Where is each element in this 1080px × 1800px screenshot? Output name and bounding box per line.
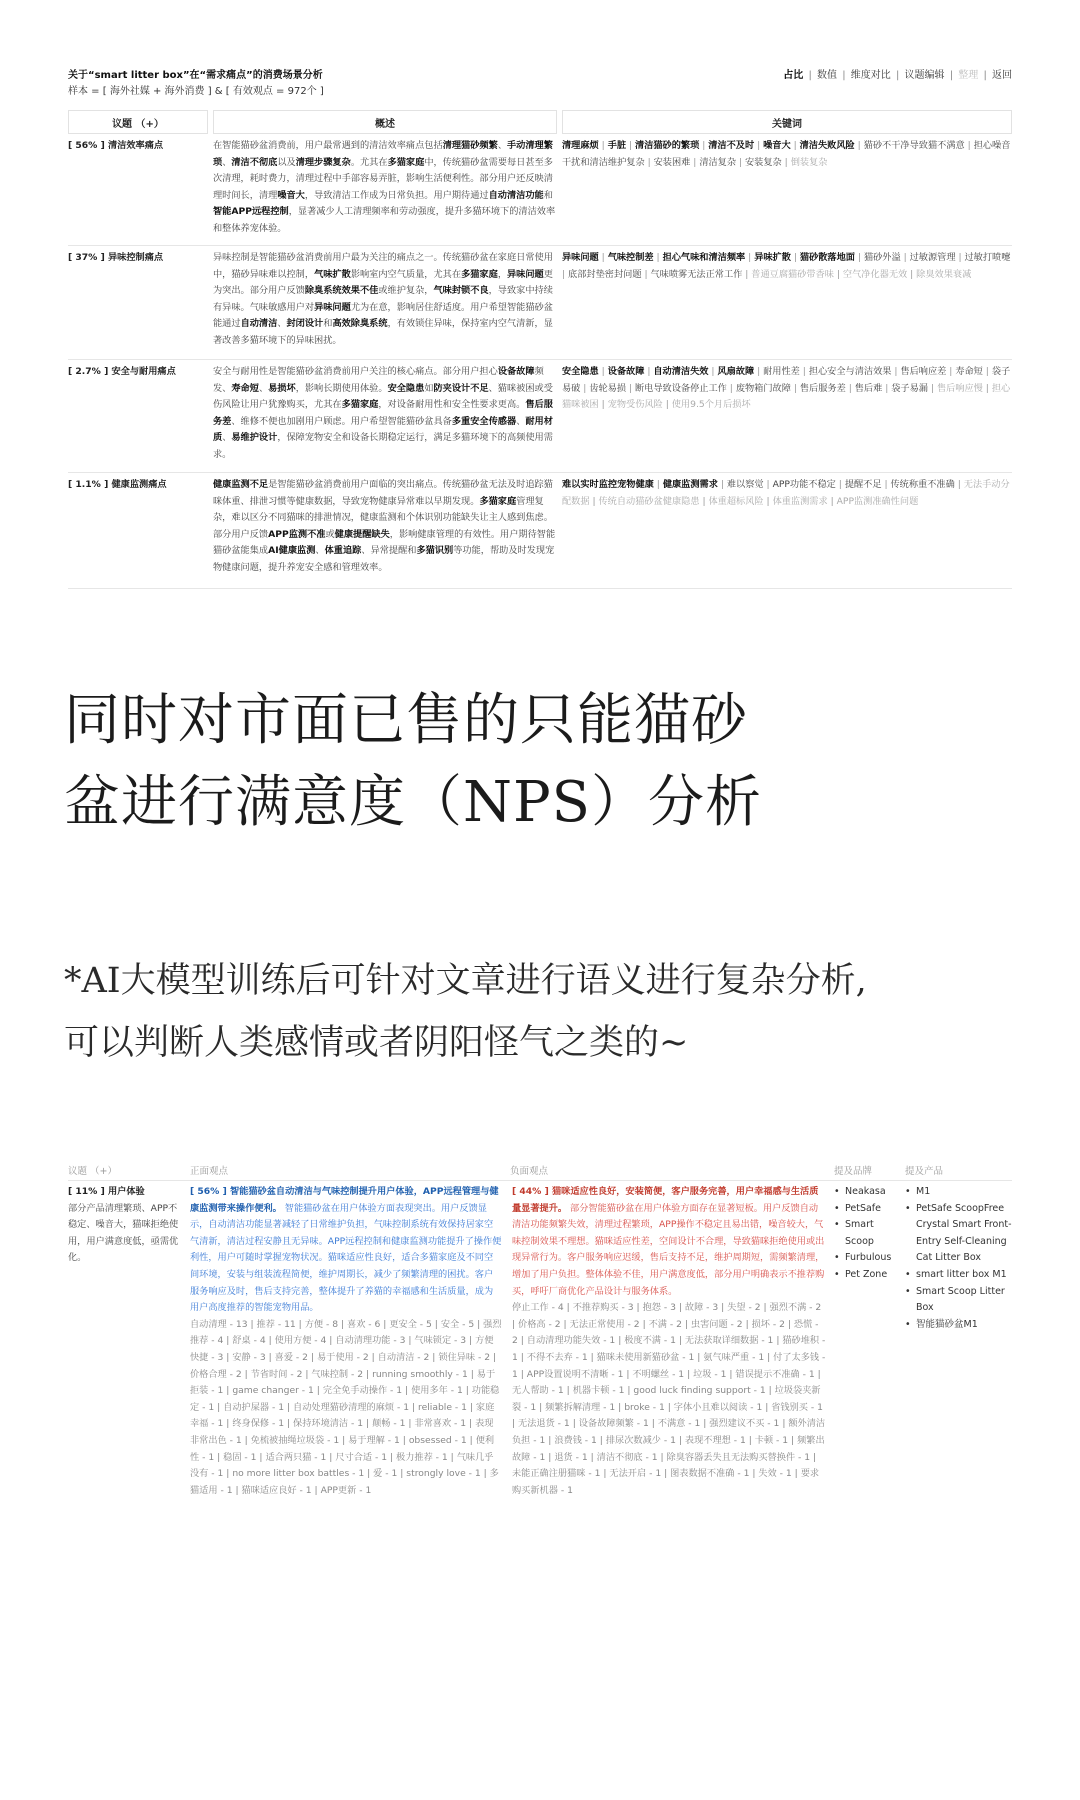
product-item: • 智能猫砂盆M1: [905, 1317, 1012, 1334]
report-toolbar: [783, 66, 1012, 81]
keyword-tag[interactable]: 担心气味和清洁频率: [662, 252, 746, 263]
overview-text: ，影响健康管理的有效性。用户期待智能猫砂盆能集成: [213, 528, 556, 557]
overview-text: 、: [516, 415, 526, 427]
overview-highlight: 体重追踪: [324, 545, 362, 557]
keyword-tag[interactable]: 手脏: [607, 140, 627, 151]
row-keywords: 安全隐患 | 设备故障 | 自动清洁失效 | 风扇故障 | 耐用性差 | 担心安全与清洁效果 | 售后响应差 | 寿命短 | 袋子易破 | 齿轮易损 | 断电导致设备停止工作 | 废物箱门故障 | 售后服务差 | 售后难 | 袋子易漏 | 售后响应慢 | 担心猫咪被困 | 宠物受伤风险 | 使用9.5个月后损坏: [562, 366, 1011, 411]
nps-header-negative: 负面观点: [510, 1166, 549, 1177]
overview-highlight: 清理步骤复杂: [295, 156, 351, 168]
row-overview: [213, 138, 557, 242]
overview-text: 、: [222, 156, 232, 168]
keyword-tag[interactable]: 耐用性差: [763, 366, 800, 377]
keyword-tag[interactable]: 清洁失败风险: [799, 140, 855, 151]
overview-text: 影响室内空气质量，尤其在: [350, 268, 462, 280]
overview-text: 是智能猫砂盆消费前用户面临的突出痛点。传统猫砂盆无法及时追踪猫咪体重、排泄习惯等健康数据，导致宠物健康异常难以早期发现。: [213, 479, 553, 507]
overview-text: ，导致清洁工作成为日常负担。用户期待通过: [304, 189, 489, 201]
overview-highlight: 高效除臭系统: [332, 318, 388, 330]
overview-text: 或维护复杂，: [378, 285, 434, 297]
keyword-tag[interactable]: 传统自动猫砂盆健康隐患: [598, 495, 700, 507]
overview-highlight: 多猫识别: [416, 545, 454, 557]
nps-heading-line-1: 同时对市面已售的只能猫砂: [64, 688, 748, 753]
row-overview: [213, 364, 557, 469]
overview-highlight: 多猫家庭: [341, 399, 379, 411]
keyword-tag[interactable]: 难以实时监控宠物健康: [562, 479, 654, 490]
overview-text: 、: [497, 140, 507, 151]
nps-header-brands: 提及品牌: [834, 1166, 873, 1177]
table-row: [68, 364, 1012, 473]
toolbar-separator: |: [842, 70, 846, 81]
keyword-tag[interactable]: 噪音大: [763, 140, 791, 151]
overview-text: ，影响长期使用体验。: [295, 382, 388, 394]
overview-text: ，显著减少人工清理频率和劳动强度，提升多猫环境下的清洁效率和整体养宠体验。: [213, 206, 556, 234]
keyword-tag[interactable]: 寿命短: [955, 366, 983, 377]
ai-note: [64, 950, 867, 1074]
overview-text: ，导致家中持续有异味。气味敏感用户对: [213, 285, 553, 313]
positive-summary-title: [ 56% ] 智能猫砂盆自动清洁与气味控制提升用户体验，APP远程管理与健康监测带来操作便利。: [190, 1186, 499, 1214]
keyword-tag[interactable]: 清洁猫砂的繁琐: [635, 140, 700, 151]
positive-keyword-tags: 自动清理 - 13 | 推荐 - 11 | 方便 - 8 | 喜欢 - 6 | 更安全 - 5 | 安全 - 5 | 强烈推荐 - 4 | 舒桌 - 4 | 使用方便 - 4 | 自动清理功能 - 3 | 气味锁定 - 3 | 方便快捷 - 3 | 安静 - 3 | 喜爱 - 2 | 易于使用 - 2 | 自动清洁 - 2 | 锁住异味 - 2 | 价格合理 - 2 | 节省时间 - 2 | 气味控制 - 2 | running smoothly - 1 | 易于拒装 - 1 | game changer - 1 | 完全免手动操作 - 1 | 使用多年 - 1 | 功能稳定 - 1 | 自动护屎器 - 1 | 自动处理猫砂清理的麻烦 - 1 | reliable - 1 | 家庭幸福 - 1 | 终身保修 - 1 | 保持环境清洁 - 1 | 颠畅 - 1 | 非常喜欢 - 1 | 表现非常出色 - 1 | 免梳被抽绳垃圾袋 - 1 | 易于理解 - 1 | obsessed - 1 | 便利性 - 1 | 稳固 - 1 | 适合两只猫 - 1 | 尺寸合适 - 1 | 极力推荐 - 1 | 气味几乎没有 - 1 | no more litter box battles - 1 | 爱 - 1 | strongly love - 1 | 多猫适用 - 1 | 猫咪适应良好 - 1 | APP更新 - 1: [190, 1318, 502, 1496]
overview-text: 和: [323, 318, 333, 330]
keyword-tag[interactable]: 售后难: [854, 382, 883, 394]
overview-text: 频发、: [213, 366, 544, 394]
overview-highlight: 设备故障: [497, 366, 535, 377]
overview-text: ，: [497, 268, 507, 280]
row-keywords: 难以实时监控宠物健康 | 健康监测需求 | 难以察觉 | APP功能不稳定 | 提醒不足 | 传统称重不准确 | 无法手动分配数据 | 传统自动猫砂盆健康隐患 | 体重超标风险 | 体重监测需求 | APP监测准确性问题: [562, 479, 1010, 507]
positive-summary-body: 智能猫砂盆在用户体验方面表现突出。用户反馈显示，自动清洁功能显著减轻了日常维护负担，气味控制系统有效保持居家空气清新，清洁过程安静且无异味。APP远程控制和健康监测功能提升了操作便利性，用户可随时掌握宠物状况。猫咪适应性良好，适合多猫家庭及不同空间环境，安装与组装流程简便，维护周期长，减少了频繁清理的困扰。客户服务响应及时，售后支持完善，整体提升了养猫的幸福感和生活质量，成为用户高度推荐的智能宠物用品。: [190, 1202, 502, 1314]
overview-highlight: AI健康监测: [268, 545, 316, 557]
keyword-tag[interactable]: 体重超标风险: [708, 495, 764, 507]
brand-item: • Neakasa: [834, 1184, 898, 1201]
keyword-tag[interactable]: 过敏打喷嚏: [964, 252, 1011, 263]
keyword-tag[interactable]: 传统称重不准确: [890, 479, 955, 490]
overview-highlight: 多猫家庭: [387, 156, 425, 168]
overview-highlight: 健康提醒缺失: [334, 528, 390, 540]
overview-highlight: 防夹设计不足: [433, 382, 489, 394]
keyword-tag[interactable]: 自动清洁失效: [653, 366, 709, 377]
overview-text: ，对设备耐用性和安全性要求更高。: [378, 399, 526, 411]
keyword-tag[interactable]: 普通豆腐猫砂带香味: [751, 268, 834, 280]
keyword-tag[interactable]: 气味喷雾无法正常工作: [650, 268, 743, 280]
toolbar-separator: |: [895, 70, 900, 81]
nps-heading: [64, 680, 762, 844]
overview-text: ，保障宠物安全和设备长期稳定运行，满足多猫环境下的高频使用需求。: [213, 432, 553, 460]
toolbar-separator: |: [808, 70, 812, 81]
nps-header-positive: 正面观点: [190, 1166, 229, 1177]
row-topic[interactable]: [ 1.1% ] 健康监测痛点: [68, 479, 167, 490]
overview-highlight: 寿命短: [231, 382, 259, 394]
overview-text: 异味控制是智能猫砂盆消费前用户最为关注的痛点之一。传统猫砂盆在家庭日常使用中，猫砂异味难以控制，: [213, 252, 553, 280]
nps-positive-cell: [190, 1184, 502, 1499]
nps-negative-cell: [512, 1184, 826, 1499]
keyword-tag[interactable]: 猫砂外溢: [863, 252, 901, 263]
overview-highlight: 异味问题: [507, 268, 544, 280]
overview-text: 和: [543, 189, 553, 201]
keyword-tag[interactable]: 安全隐患: [562, 366, 599, 377]
product-item: • smart litter box M1: [905, 1267, 1012, 1284]
column-header-keywords: 关键词: [562, 110, 1012, 134]
overview-text: 更为突出。部分用户反馈: [213, 268, 553, 297]
overview-text: 在智能猫砂盆消费前，用户最常遇到的清洁效率痛点包括: [213, 140, 443, 151]
overview-text: 等功能，帮助及时发现宠物健康问题，提升养宠安全感和管理效率。: [213, 545, 555, 573]
brand-item: • Furbulous: [834, 1250, 898, 1267]
row-topic[interactable]: [ 56% ] 清洁效率痛点: [68, 140, 164, 151]
toolbar-separator: |: [983, 70, 987, 81]
overview-highlight: 噪音大: [277, 189, 305, 201]
overview-highlight: 智能APP远程控制: [213, 206, 289, 218]
product-item: • M1: [905, 1184, 1012, 1201]
column-header-topic[interactable]: 议题 （+）: [68, 110, 208, 134]
overview-highlight: 多猫家庭: [461, 268, 498, 280]
overview-highlight: 封闭设计: [286, 318, 324, 330]
overview-text: 、: [277, 318, 287, 330]
toolbar-organize-button[interactable]: 整理: [958, 70, 979, 81]
keyword-tag[interactable]: 体重监测需求: [772, 495, 828, 507]
row-keywords: 异味问题 | 气味控制差 | 担心气味和清洁频率 | 异味扩散 | 猫砂散落地面 | 猫砂外溢 | 过敏源管理 | 过敏打喷嚏 | 底部封垫密封问题 | 气味喷雾无法正常工作 | 普通豆腐猫砂带香味 | 空气净化器无效 | 除臭效果衰减: [562, 252, 1011, 280]
table-row: [68, 477, 1012, 589]
ai-note-line-2: 可以判断人类感情或者阴阳怪气之类的~: [64, 1023, 689, 1063]
row-keywords: 清理麻烦 | 手脏 | 清洁猫砂的繁琐 | 清洁不及时 | 噪音大 | 清洁失败风险 | 猫砂不干净导致猫不满意 | 担心噪音干扰和清洁维护复杂 | 安装困难 | 清洁复杂 | 安装复杂 | 倒装复杂: [562, 140, 1011, 168]
overview-highlight: 自动清洁功能: [488, 189, 544, 201]
overview-highlight: 健康监测不足: [213, 479, 269, 490]
keyword-tag[interactable]: 清理麻烦: [562, 140, 599, 151]
keyword-tag[interactable]: 风扇故障: [717, 366, 755, 377]
keyword-tag[interactable]: 售后响应差: [900, 366, 947, 377]
keyword-tag[interactable]: 异味问题: [562, 252, 599, 263]
toolbar-separator: |: [949, 70, 954, 81]
overview-highlight: 自动清洁: [240, 318, 278, 330]
keyword-tag[interactable]: APP监测准确性问题: [836, 495, 919, 507]
overview-highlight: 耐用材质: [213, 415, 553, 444]
keyword-tag[interactable]: 断电导致设备停止工作: [635, 382, 727, 394]
overview-highlight: 安全隐患: [387, 382, 425, 394]
keyword-tag[interactable]: 齿轮易损: [589, 382, 627, 394]
brand-item: • PetSafe: [834, 1201, 898, 1218]
keyword-tag[interactable]: 倒装复杂: [790, 156, 828, 168]
overview-highlight: 异味问题: [314, 301, 351, 313]
nps-header-topic[interactable]: 议题 （+）: [68, 1166, 117, 1177]
overview-text: 安全与耐用性是智能猫砂盆消费前用户关注的核心痛点。部分用户担心: [213, 366, 498, 377]
toolbar-value-button[interactable]: 数值: [817, 70, 837, 81]
keyword-tag[interactable]: 设备故障: [607, 366, 645, 377]
keyword-tag[interactable]: 售后响应慢: [936, 382, 983, 394]
overview-text: 以及: [277, 156, 296, 168]
negative-summary-body: 部分智能猫砂盆在用户体验方面存在显著短板。用户反馈自动清洁功能频繁失效，清理过程繁琐，APP操作不稳定且易出错，噪音较大，气味控制效果不理想。猫咪适应性差，空间设计不合理，导致猫咪拒绝使用或出现异常行为。客户服务响应迟缓，售后支持不足，维护周期短，需频繁清理，增加了用户负担。整体体验不佳，用户满意度低，部分用户明确表示不推荐购买，呼吁厂商优化产品设计与服务体系。: [512, 1202, 825, 1297]
toolbar-dimension-compare-button[interactable]: 维度对比: [850, 70, 891, 81]
keyword-tag[interactable]: 底部封垫密封问题: [568, 268, 642, 280]
keyword-tag[interactable]: 异味扩散: [754, 252, 791, 263]
nps-header-products: 提及产品: [905, 1166, 944, 1177]
keyword-tag[interactable]: 过敏源管理: [909, 252, 956, 263]
keyword-tag[interactable]: 售后服务差: [799, 382, 846, 394]
overview-text: 、猫咪被困或受伤风险让用户犹豫购买，尤其在: [213, 382, 553, 411]
overview-text: 中，传统猫砂盆需要每日甚至多次清理，耗时费力，清理过程中手部容易弄脏，影响生活便利性。部分用户还反映清理时间长，清理: [213, 156, 553, 201]
overview-highlight: 清洁不彻底: [231, 156, 278, 168]
keyword-tag[interactable]: 袋子易破: [562, 366, 1011, 394]
toolbar-topic-edit-button[interactable]: 议题编辑: [904, 70, 945, 81]
nps-header-divider: [68, 1180, 1012, 1181]
keyword-tag[interactable]: 担心噪音干扰和清洁维护复杂: [562, 140, 1011, 168]
nps-topic-desc: 部分产品清理繁琐、APP不稳定、噪音大，猫咪拒绝使用，用户满意度低，亟需优化。: [68, 1202, 179, 1264]
overview-text: 管理复杂，难以区分不同猫咪的排泄情况，健康监测和个体识别功能缺失让主人感到焦虑。部分用户反馈: [213, 495, 553, 540]
column-header-overview: 概述: [213, 110, 557, 134]
nps-topic-title: [ 11% ] 用户体验: [68, 1186, 145, 1197]
keyword-tag[interactable]: 提醒不足: [844, 479, 882, 490]
overview-highlight: 多猫家庭: [479, 495, 517, 507]
overview-highlight: 除臭系统效果不佳: [304, 285, 379, 297]
keyword-tag[interactable]: 健康监测需求: [662, 479, 718, 490]
overview-highlight: 气味扩散: [314, 268, 351, 280]
nps-products-cell: [905, 1184, 1012, 1333]
brand-item: • Pet Zone: [834, 1267, 898, 1284]
product-item: • PetSafe ScoopFree Crystal Smart Front-Entry Self-Cleaning Cat Litter Box: [905, 1201, 1012, 1267]
overview-highlight: 易维护设计: [231, 432, 278, 444]
keyword-tag[interactable]: 清洁复杂: [699, 156, 737, 168]
negative-summary-title: [ 44% ] 猫咪适应性良好，安装简便，客户服务完善，用户幸福感与生活质量显著提升。: [512, 1186, 819, 1214]
overview-text: 。尤其在: [350, 156, 388, 168]
product-list: [905, 1184, 1012, 1333]
nps-brands-cell: [834, 1184, 898, 1284]
overview-text: 、: [315, 545, 325, 557]
report-sample-info: 样本 = [ 海外社媒 + 海外消费 ] & [ 有效观点 = 972个 ]: [68, 86, 324, 97]
row-topic[interactable]: [ 37% ] 异味控制痛点: [68, 252, 164, 263]
report-title: 关于“smart litter box”在“需求痛点”的消费场景分析: [68, 70, 323, 81]
row-overview: [213, 477, 557, 585]
toolbar-back-button[interactable]: 返回: [992, 70, 1012, 81]
negative-keyword-tags: 停止工作 - 4 | 不推荐购买 - 3 | 抱怨 - 3 | 故障 - 3 | 失望 - 2 | 强烈不满 - 2 | 价格高 - 2 | 无法正常使用 - 2 | 不满 - 2 | 虫害问题 - 2 | 损坏 - 2 | 恐慌 - 2 | 自动清理功能失效 - 1 | 极度不满 - 1 | 无法获取详细数据 - 1 | 猫砂堆积 - 1 | 不得不去弃 - 1 | 猫咪未使用新猫砂盆 - 1 | 氨气味严重 - 1 | 付了太多钱 - 1 | APP设置说明不清晰 - 1 | 不明螺丝 - 1 | 垃圾 - 1 | 错误提示不准确 - 1 | 无人帮助 - 1 | 机器卡顿 - 1 | good luck finding support - 1 | 垃圾袋夹新裂 - 1 | 频繁拆解清理 - 1 | broke - 1 | 字体小且难以阅读 - 1 | 省钱别买 - 1 | 无法退货 - 1 | 设备故障频繁 - 1 | 不满意 - 1 | 强烈建议不买 - 1 | 额外清洁负担 - 1 | 浪费钱 - 1 | 排尿次数减少 - 1 | 表现不理想 - 1 | 卡顿 - 1 | 频繁出故障 - 1 | 退货 - 1 | 清洁不彻底 - 1 | 除臭容器丢失且无法购买替换件 - 1 | 未能正确注册猫咪 - 1 | 无法开启 - 1 | 图表数据不准确 - 1 | 失效 - 1 | 要求购买新机器 - 1: [512, 1302, 826, 1496]
overview-text: 、: [258, 382, 269, 394]
overview-highlight: 气味封锁不良: [433, 285, 489, 297]
keyword-tag[interactable]: 担心猫咪被困: [562, 382, 1011, 411]
row-overview: [213, 250, 557, 356]
overview-highlight: 手动清理繁琐: [213, 140, 553, 168]
keyword-tag[interactable]: 废物箱门故障: [735, 382, 791, 394]
overview-text: 或: [325, 528, 335, 540]
table-row: [68, 138, 1012, 246]
keyword-tag[interactable]: 安装复杂: [745, 156, 782, 168]
overview-text: 、: [222, 432, 232, 444]
keyword-tag[interactable]: 除臭效果衰减: [916, 268, 972, 280]
product-item: • Smart Scoop Litter Box: [905, 1284, 1012, 1317]
brand-item: • Smart Scoop: [834, 1217, 898, 1250]
keyword-tag[interactable]: 气味控制差: [607, 252, 654, 263]
overview-text: 、异常提醒和: [361, 545, 417, 557]
overview-highlight: APP监测不准: [268, 528, 326, 540]
overview-text: 、维修不便也加剧用户顾虑。用户希望智能猫砂盆具备: [231, 415, 452, 427]
ai-note-line-1: *AI大模型训练后可针对文章进行语义进行复杂分析,: [64, 961, 867, 1001]
keyword-tag[interactable]: 空气净化器无效: [842, 268, 908, 280]
keyword-tag[interactable]: 安装困难: [653, 156, 691, 168]
keyword-tag[interactable]: APP功能不稳定: [772, 479, 836, 490]
keyword-tag[interactable]: 袋子易漏: [891, 382, 928, 394]
toolbar-proportion-button[interactable]: 占比: [783, 70, 804, 81]
keyword-tag[interactable]: 无法手动分配数据: [562, 479, 1010, 507]
overview-highlight: 售后服务差: [213, 399, 553, 427]
keyword-tag[interactable]: 宠物受伤风险: [607, 399, 663, 411]
overview-text: 如: [424, 382, 434, 394]
overview-text: 尤为在意，影响居住舒适度。用户希望智能猫砂盆能通过: [213, 301, 553, 330]
keyword-tag[interactable]: 清洁不及时: [708, 140, 755, 151]
brand-list: [834, 1184, 898, 1284]
keyword-tag[interactable]: 使用9.5个月后损坏: [671, 399, 751, 411]
overview-text: ，有效锁住异味，保持室内空气清新，显著改善多猫环境下的异味困扰。: [213, 318, 553, 346]
nps-topic-cell: [68, 1184, 180, 1267]
keyword-tag[interactable]: 担心安全与清洁效果: [808, 366, 892, 377]
keyword-tag[interactable]: 猫砂散落地面: [799, 252, 855, 263]
nps-heading-line-2: 盆进行满意度（NPS）分析: [64, 770, 763, 835]
keyword-tag[interactable]: 猫砂不干净导致猫不满意: [863, 140, 965, 151]
overview-highlight: 清理猫砂频繁: [442, 140, 498, 151]
overview-highlight: 易损坏: [268, 382, 296, 394]
table-row: [68, 250, 1012, 360]
keyword-tag[interactable]: 难以察觉: [726, 479, 764, 490]
row-topic[interactable]: [ 2.7% ] 安全与耐用痛点: [68, 366, 176, 377]
overview-highlight: 多重安全传感器: [451, 415, 517, 427]
